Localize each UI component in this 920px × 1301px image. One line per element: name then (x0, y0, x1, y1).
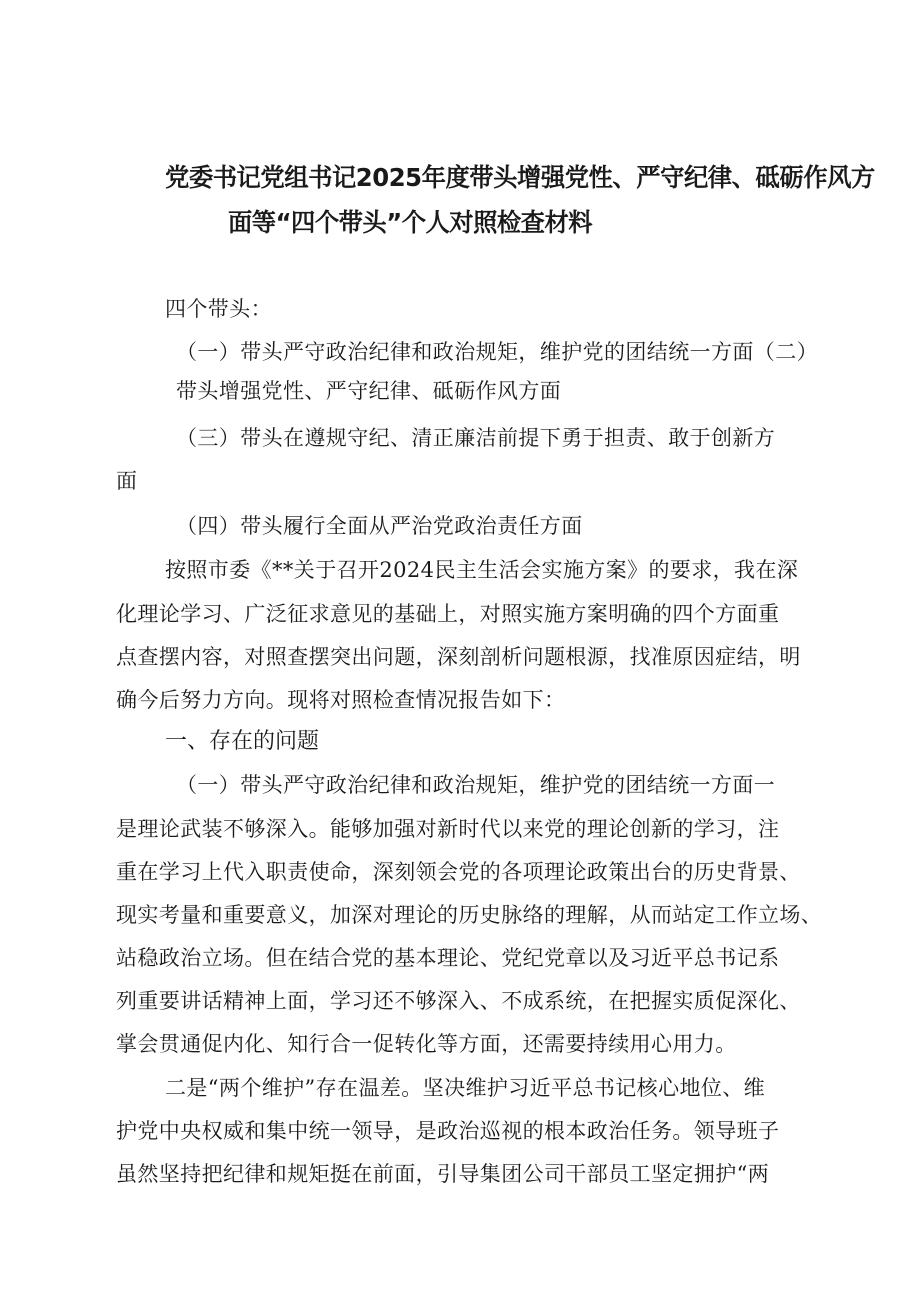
section-1-para-2-line-2: 护党中央权威和集中统一领导，是政治巡视的根本政治任务。领导班子 (116, 1119, 780, 1143)
document-title-line-2: 面等“四个带头”个人对照检查材料 (228, 208, 593, 237)
document-title-line-1: 党委书记党组书记2025年度带头增强党性、严守纪律、砥砺作风方 (165, 163, 875, 192)
intro-item-3-line-2: 面 (116, 469, 138, 493)
intro-label: 四个带头： (165, 297, 272, 321)
section-1-para-1-line-1: （一）带头严守政治纪律和政治规矩，维护党的团结统一方面一 (176, 773, 776, 797)
section-1-para-2-line-3: 虽然坚持把纪律和规矩挺在前面，引导集团公司干部员工坚定拥护“两 (116, 1162, 770, 1186)
section-1-para-1-line-7: 掌会贯通促内化、知行合一促转化等方面，还需要持续用心用力。 (116, 1032, 737, 1056)
intro-item-1-line-1: （一）带头严守政治纪律和政治规矩，维护党的团结统一方面（二） (176, 340, 818, 364)
intro-item-1-line-2: 带头增强党性、严守纪律、砥砺作风方面 (176, 379, 562, 403)
preface-line-3: 点查摆内容，对照查摆突出问题，深刻剖析问题根源，找准原因症结，明 (116, 645, 801, 669)
section-1-heading: 一、存在的问题 (165, 729, 320, 754)
intro-item-4: （四）带头履行全面从严治党政治责任方面 (176, 514, 583, 538)
preface-line-4: 确今后努力方向。现将对照检查情况报告如下： (116, 688, 566, 712)
section-1-para-1-line-4: 现实考量和重要意义，加深对理论的历史脉络的理解，从而站定工作立场、 (116, 903, 823, 927)
section-1-para-1-line-3: 重在学习上代入职责使命，深刻领会党的各项理论政策出台的历史背景、 (116, 860, 801, 884)
section-1-para-1-line-6: 列重要讲话精神上面，学习还不够深入、不成系统，在把握实质促深化、 (116, 989, 801, 1013)
preface-line-2: 化理论学习、广泛征求意见的基础上，对照实施方案明确的四个方面重 (116, 602, 780, 626)
preface-line-1: 按照市委《**关于召开2024民主生活会实施方案》的要求，我在深 (165, 558, 799, 582)
intro-item-3-line-1: （三）带头在遵规守纪、清正廉洁前提下勇于担责、敢于创新方 (176, 426, 776, 450)
section-1-para-1-line-2: 是理论武装不够深入。能够加强对新时代以来党的理论创新的学习，注 (116, 817, 780, 841)
section-1-para-1-line-5: 站稳政治立场。但在结合党的基本理论、党纪党章以及习近平总书记系 (116, 946, 780, 970)
section-1-para-2-line-1: 二是“两个维护”存在温差。坚决维护习近平总书记核心地位、维 (165, 1076, 766, 1100)
